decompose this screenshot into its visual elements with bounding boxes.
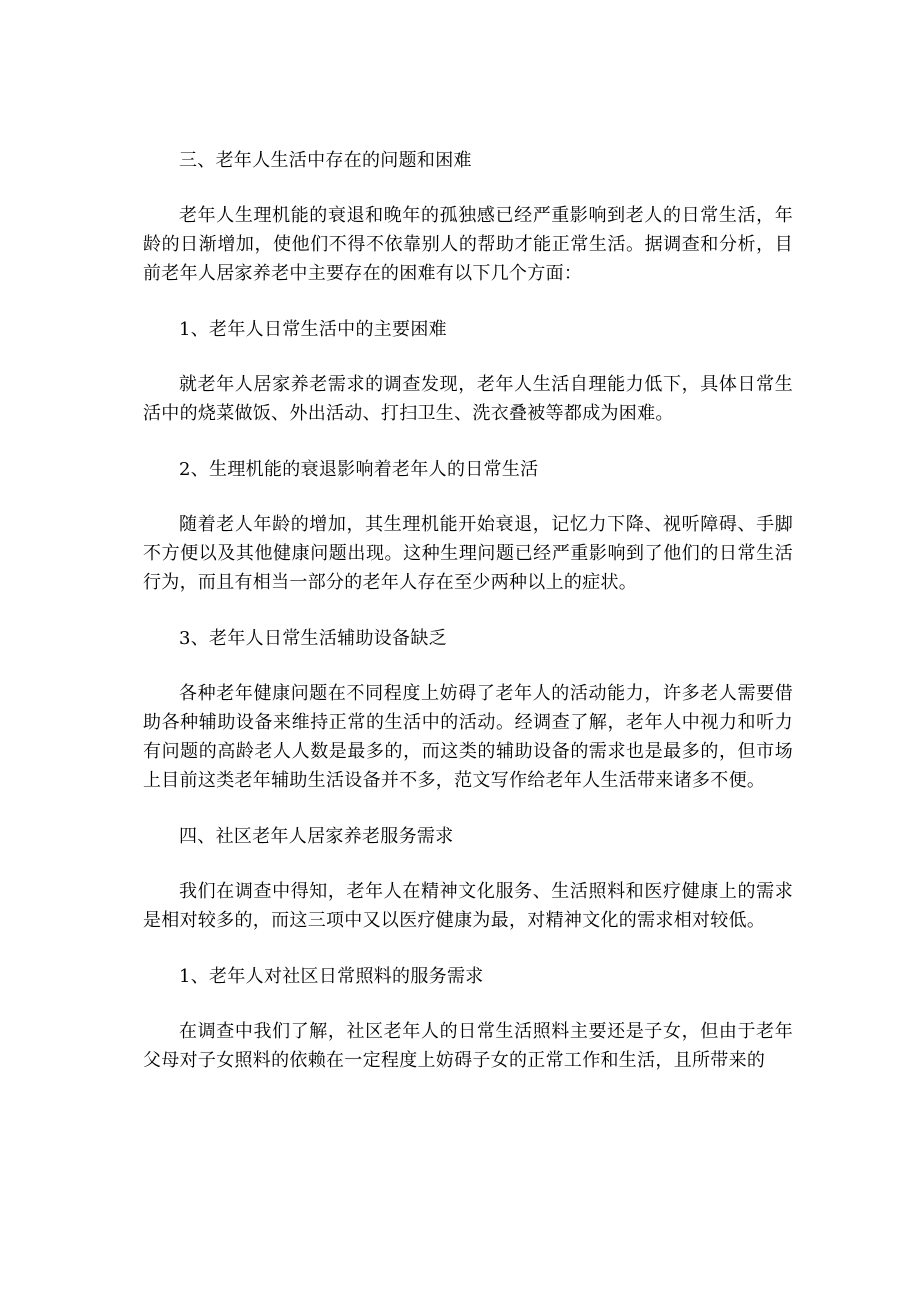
subsection-heading: 3、老年人日常生活辅助设备缺乏: [179, 628, 447, 649]
paragraph: 我们在调查中得知，老年人在精神文化服务、生活照料和医疗健康上的需求是相对较多的，而这三项中又以医疗健康为最，对精神文化的需求相对较低。: [143, 881, 793, 931]
paragraph: 随着老人年龄的增加，其生理机能开始衰退，记忆力下降、视听障碍、手脚不方便以及其他健康问题出现。这种生理问题已经严重影响到了他们的日常生活行为，而且有相当一部分的老年人存在至少两种以上的症状。: [143, 514, 793, 593]
paragraph: 就老年人居家养老需求的调查发现，老年人生活自理能力低下，具体日常生活中的烧菜做饭、外出活动、打扫卫生、洗衣叠被等都成为困难。: [143, 374, 793, 424]
subsection-heading: 1、老年人对社区日常照料的服务需求: [179, 966, 484, 987]
subsection-heading: 1、老年人日常生活中的主要困难: [179, 319, 447, 340]
section-heading-3: 三、老年人生活中存在的问题和困难: [179, 150, 472, 171]
paragraph: 各种老年健康问题在不同程度上妨碍了老年人的活动能力，许多老人需要借助各种辅助设备来维持正常的生活中的活动。经调查了解，老年人中视力和听力有问题的高龄老人人数是最多的，而这类的辅助设备的需求也是最多的，但市场上目前这类老年辅助生活设备并不多，范文写作给老年人生活带来诸多不便。: [143, 683, 793, 791]
paragraph: 老年人生理机能的衰退和晚年的孤独感已经严重影响到老人的日常生活，年龄的日渐增加，使他们不得不依靠别人的帮助才能正常生活。据调查和分析，目前老年人居家养老中主要存在的困难有以下几个方面：: [143, 205, 793, 284]
subsection-heading: 2、生理机能的衰退影响着老年人的日常生活: [179, 459, 539, 480]
section-heading-4: 四、社区老年人居家养老服务需求: [179, 826, 454, 847]
paragraph: 在调查中我们了解，社区老年人的日常生活照料主要还是子女，但由于老年父母对子女照料的依赖在一定程度上妨碍子女的正常工作和生活，且所带来的: [143, 1021, 793, 1071]
document-page: [143, 146, 793, 1102]
